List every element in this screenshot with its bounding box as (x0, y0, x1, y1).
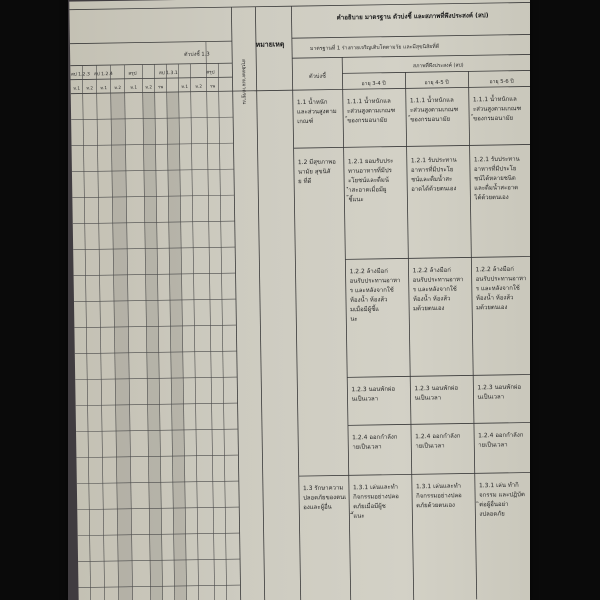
indicator-cell: 1.2 มีสุขภาพอนามัย สุขนิสัย ที่ดี (297, 158, 336, 186)
age-5-6: อายุ 5-6 ปี (489, 78, 514, 86)
left-sub-header: สป 1.3.1 (158, 70, 178, 77)
left-sub-header: สป 1.2.3 (70, 72, 90, 78)
desirable-cell: 1.2.3 นอนพักผ่อนเป็นเวลา (477, 383, 522, 401)
left-code: ห.1 (181, 83, 189, 89)
left-code: ห.2 (114, 84, 122, 90)
desirable-cell: 1.1.1 น้ำหนักและส่วนสูงตามเกณฑ์ของกรมอนามัย (346, 97, 396, 125)
desirable-cell: 1.2.1 รับประทานอาหารที่มีประโยชน์และดื่มน้ำสะอาดได้ด้วยตนเอง (410, 156, 457, 193)
left-code: ห.1 (73, 85, 81, 91)
left-code: ห.1 (130, 84, 138, 90)
indicator-header: ตัวบ่งชี้ (309, 73, 326, 80)
left-code: รพ (158, 84, 164, 90)
desirable-cell: 1.2.4 ออกกำลังกายเป็นเวลา (478, 431, 524, 449)
left-code: ห.2 (145, 84, 153, 90)
desirable-header: สภาพที่พึงประสงค์ (สป) (412, 62, 464, 70)
paper-page (69, 0, 530, 600)
desirable-cell: 1.3.1 เล่น ทำกิจกรรม และปฏิบัติต่อผู้อื่นอย่างปลอดภัย (478, 481, 525, 518)
left-sub-header: สรุป (206, 70, 215, 76)
indicator-cell: 1.3 รักษาความปลอดภัยของตนเองและผู้อื่น (302, 484, 347, 512)
desirable-cell: 1.1.1 น้ำหนักและส่วนสูงตามเกณฑ์ของกรมอนามัย (409, 96, 459, 124)
desirable-cell: 1.1.1 น้ำหนักและส่วนสูงตามเกณฑ์ของกรมอนามัย (472, 95, 522, 123)
left-sub-header: สรุป (128, 71, 137, 77)
standard-title: มาตรฐานที่ 1 ร่างกายเจริญเติบโตตามวัย และมีสุขนิสัยที่ดี (309, 43, 440, 52)
left-code: ห.2 (86, 85, 94, 91)
age-4-5: อายุ 4-5 ปี (424, 79, 449, 87)
desirable-cell: 1.2.4 ออกกำลังกายเป็นเวลา (352, 433, 398, 451)
table-sheet (69, 0, 530, 600)
remark-header: หมายเหตุ (255, 40, 285, 49)
desirable-cell: 1.3.1 เล่นและทำกิจกรรมอย่างปลอดภัยเมื่อมีผู้ชี้แนะ (352, 483, 399, 520)
left-sub-header: สป 1.2.4 (93, 72, 113, 78)
desirable-cell: 1.2.1 รับประทานอาหารที่มีประโยชน์ได้หลายชนิดและดื่มน้ำสะอาดได้ด้วยตนเอง (473, 155, 520, 202)
left-indicator-header: ตัวบ่งชี้ 1.3 (184, 51, 210, 58)
desirable-cell: 1.3.1 เล่นและทำกิจกรรมอย่างปลอดภัยด้วยตนเอง (415, 482, 462, 510)
left-code: รพ (210, 83, 216, 89)
left-code: ห.2 (195, 83, 203, 89)
age-3-4: อายุ 3-4 ปี (361, 80, 386, 88)
desirable-cell: 1.2.4 ออกกำลังกายเป็นเวลา (415, 432, 461, 450)
desirable-cell: 1.2.3 นอนพักผ่อนเป็นเวลา (351, 385, 396, 403)
book (68, 0, 530, 600)
desirable-cell: 1.2.3 นอนพักผ่อนเป็นเวลา (414, 384, 459, 402)
table-header: คำอธิบาย มาตรฐาน ตัวบ่งชี้ และสภาพที่พึงประสงค์ (สป) (336, 12, 489, 22)
indicator-cell: 1.1 น้ำหนักและส่วนสูงตามเกณฑ์ (296, 98, 337, 126)
vertical-label: สรุปผลตามมาตรฐาน (240, 58, 247, 105)
desirable-cell: 1.2.2 ล้างมือก่อนรับประทานอาหาร และหลังจากใช้ห้องน้ำ ห้องส้วมด้วยตนเอง (475, 265, 527, 312)
desirable-cell: 1.2.2 ล้างมือก่อนรับประทานอาหาร และหลังจากใช้ห้องน้ำ ห้องส้วมเมื่อมีผู้ชี้แนะ (349, 267, 401, 323)
desirable-cell: 1.2.1 ยอมรับประทานอาหารที่มีประโยชน์และดื่มน้ำสะอาดเมื่อมีผู้ชี้แนะ (347, 157, 394, 204)
left-code: ห.1 (100, 85, 108, 91)
desirable-cell: 1.2.2 ล้างมือก่อนรับประทานอาหาร และหลังจากใช้ห้องน้ำ ห้องส้วมด้วยตนเอง (412, 266, 464, 313)
